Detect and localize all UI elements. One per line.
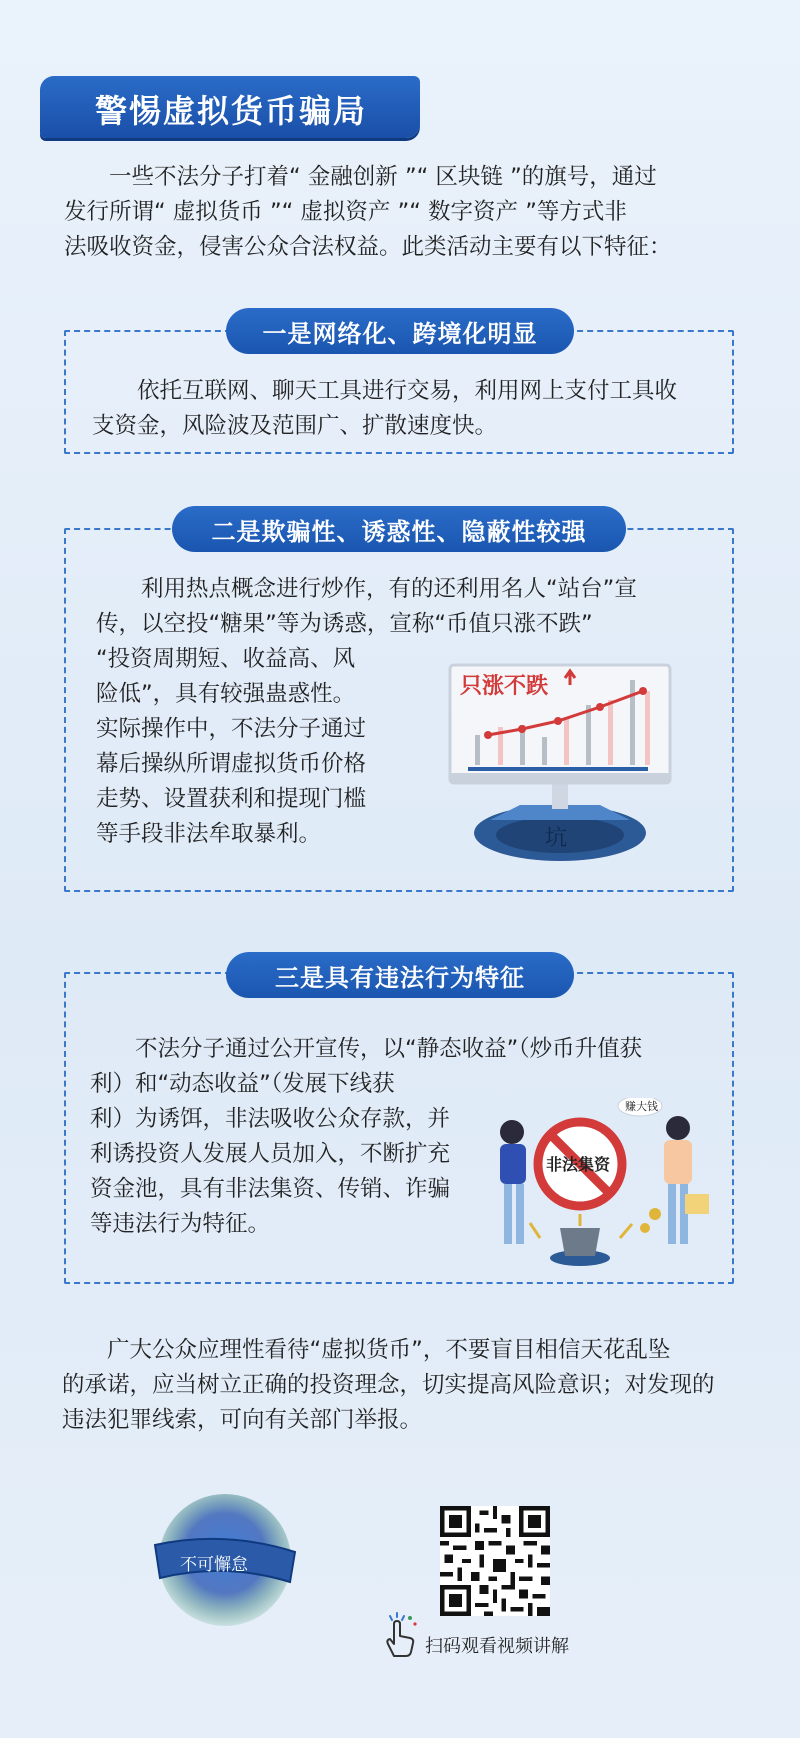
section-2-text-wrapped (96, 642, 416, 852)
logo-text: 不可懈怠 (180, 1555, 248, 1574)
section-3-line-3: 利）为诱饵，非法吸收公众存款，并 (90, 1106, 451, 1132)
section-1-line-2: 支资金，风险波及范围广、扩散速度快。 (92, 413, 498, 439)
section-2-line-7: 走势、设置获利和提现门槛 (96, 786, 367, 812)
section-2-line-2: 传，以空投“糖果”等为诱惑，宣称“币值只涨不跌” (96, 611, 593, 637)
section-3-line-4: 利诱投资人发展人员加入，不断扩充 (90, 1141, 451, 1167)
section-3-title: 三是具有违法行为特征 (226, 952, 574, 998)
bubble-text: 赚大钱 (625, 1101, 658, 1113)
section-1-title: 一是网络化、跨境化明显 (226, 308, 574, 354)
scan-label: 扫码观看视频讲解 (425, 1636, 569, 1657)
footer-logo (150, 1490, 300, 1630)
section-3-text-wrapped (90, 1067, 470, 1242)
intro-line-2: 发行所谓“ 虚拟货币 ”“ 虚拟资产 ”“ 数字资产 ”等方式非 (64, 199, 627, 225)
section-2-line-6: 幕后操纵所谓虚拟货币价格 (96, 751, 367, 777)
section-3-line-2: 利）和“动态收益”（发展下线获 (90, 1071, 395, 1097)
illegal-sign-text: 非法集资 (546, 1157, 611, 1174)
qr-code[interactable] (440, 1506, 550, 1616)
section-2-line-3: “投资周期短、收益高、风 (96, 646, 356, 672)
illegal-fundraising-illustration (470, 1098, 710, 1268)
conclusion-line-1: 广大公众应理性看待“虚拟货币”，不要盲目相信天花乱坠 (107, 1337, 671, 1363)
intro-line-1: 一些不法分子打着“ 金融创新 ”“ 区块链 ”的旗号，通过 (109, 164, 657, 190)
section-1-text (92, 374, 722, 444)
section-1-line-1: 依托互联网、聊天工具进行交易，利用网上支付工具收 (137, 378, 678, 404)
section-3-text (90, 1032, 720, 1067)
section-3-line-5: 资金池，具有非法集资、传销、诈骗 (90, 1176, 451, 1202)
page-title: 警惕虚拟货币骗局 (95, 92, 368, 130)
intro-line-3: 法吸收资金，侵害公众合法权益。此类活动主要有以下特征： (64, 234, 672, 260)
section-2-text (96, 572, 716, 642)
hand-pointer-icon (380, 1612, 424, 1660)
conclusion-line-2: 的承诺，应当树立正确的投资理念，切实提高风险意识；对发现的 (62, 1372, 715, 1398)
section-2-title: 二是欺骗性、诱惑性、隐蔽性较强 (172, 506, 626, 552)
section-3-line-1: 不法分子通过公开宣传，以“静态收益”（炒币升值获 (135, 1036, 643, 1062)
monitor-chart-illustration (440, 655, 680, 870)
conclusion-line-3: 违法犯罪线索，可向有关部门举报。 (62, 1407, 423, 1433)
section-2-line-8: 等手段非法牟取暴利。 (96, 821, 322, 847)
section-2-line-5: 实际操作中，不法分子通过 (96, 716, 367, 742)
section-3-line-6: 等违法行为特征。 (90, 1211, 271, 1237)
section-2-line-1: 利用热点概念进行炒作，有的还利用名人“站台”宣 (141, 576, 637, 602)
title-banner (40, 76, 420, 140)
section-2-line-4: 险低”，具有较强蛊惑性。 (96, 681, 356, 707)
chart-headline: 只涨不跌 (460, 673, 549, 698)
intro-paragraph (64, 160, 744, 265)
pit-label: 坑 (545, 825, 568, 850)
conclusion-paragraph (62, 1333, 752, 1438)
